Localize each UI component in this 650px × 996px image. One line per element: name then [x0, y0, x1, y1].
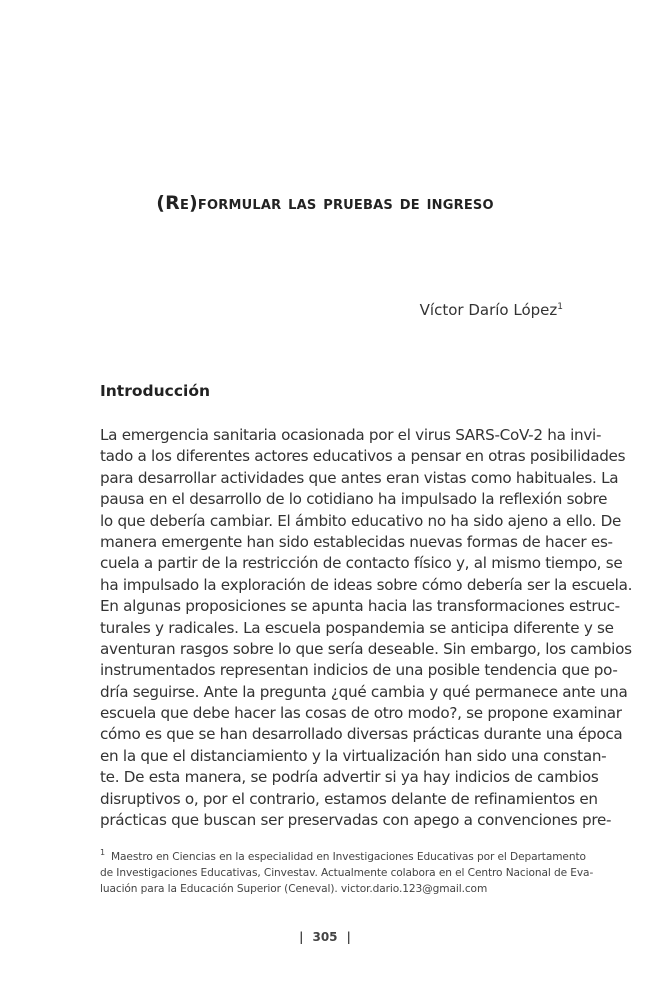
author-name: Víctor Darío López: [419, 301, 558, 319]
body-line: disruptivos o, por el contrario, estamos delante de refinamientos en: [100, 789, 598, 808]
body-line: En algunas proposiciones se apunta hacia las transformaciones estruc-: [100, 597, 620, 616]
folio-divider-right: |: [346, 930, 351, 944]
author-byline: [420, 301, 563, 319]
body-line: aventuran rasgos sobre lo que sería deseable. Sin embargo, los cambios: [100, 639, 632, 658]
body-line: dría seguirse. Ante la pregunta ¿qué cambia y qué permanece ante una: [100, 682, 628, 701]
footnote-line: de Investigaciones Educativas, Cinvestav. Actualmente colabora en el Centro Nacional de Eva-: [100, 867, 594, 880]
body-line: pausa en el desarrollo de lo cotidiano ha impulsado la reflexión sobre: [100, 490, 608, 509]
author-footnote-ref[interactable]: 1: [557, 302, 563, 312]
body-line: cómo es que se han desarrollado diversas prácticas durante una época: [100, 725, 623, 744]
body-line: escuela que debe hacer las cosas de otro modo?, se propone examinar: [100, 704, 622, 723]
body-line: La emergencia sanitaria ocasionada por el virus SARS-CoV-2 ha invi-: [100, 426, 602, 444]
body-line: para desarrollar actividades que antes eran vistas como habituales. La: [100, 468, 619, 487]
body-line: cuela a partir de la restricción de contacto físico y, al mismo tiempo, se: [100, 554, 623, 573]
body-line: tado a los diferentes actores educativos a pensar en otras posibilidades: [100, 447, 626, 466]
body-line: ha impulsado la exploración de ideas sobre cómo debería ser la escuela.: [100, 575, 633, 594]
body-line: turales y radicales. La escuela pospandemia se anticipa diferente y se: [100, 618, 614, 637]
chapter-title: (Re)formular las pruebas de ingreso: [156, 192, 494, 214]
footnote-line: luación para la Educación Superior (Ceneval). victor.dario.123@gmail.com: [100, 883, 488, 896]
footnote-marker: 1: [100, 848, 105, 858]
body-paragraph: [100, 425, 633, 831]
body-line: instrumentados representan indicios de una posible tendencia que po-: [100, 661, 618, 680]
folio-divider-left: |: [299, 930, 304, 944]
page-number: 305: [312, 930, 338, 944]
body-line: manera emergente han sido establecidas nuevas formas de hacer es-: [100, 532, 613, 551]
footnote-text: Maestro en Ciencias en la especialidad en Investigaciones Educativas por el Departamento: [111, 851, 586, 863]
body-line: prácticas que buscan ser preservadas con apego a convenciones pre-: [100, 811, 612, 830]
body-line: te. De esta manera, se podría advertir si ya hay indicios de cambios: [100, 768, 599, 787]
footnote-line: [100, 848, 586, 865]
footnote: [100, 848, 594, 898]
section-heading: Introducción: [100, 382, 211, 400]
body-line: lo que debería cambiar. El ámbito educativo no ha sido ajeno a ello. De: [100, 511, 622, 530]
page-folio: [0, 930, 650, 944]
body-line: en la que el distanciamiento y la virtualización han sido una constan-: [100, 746, 607, 765]
